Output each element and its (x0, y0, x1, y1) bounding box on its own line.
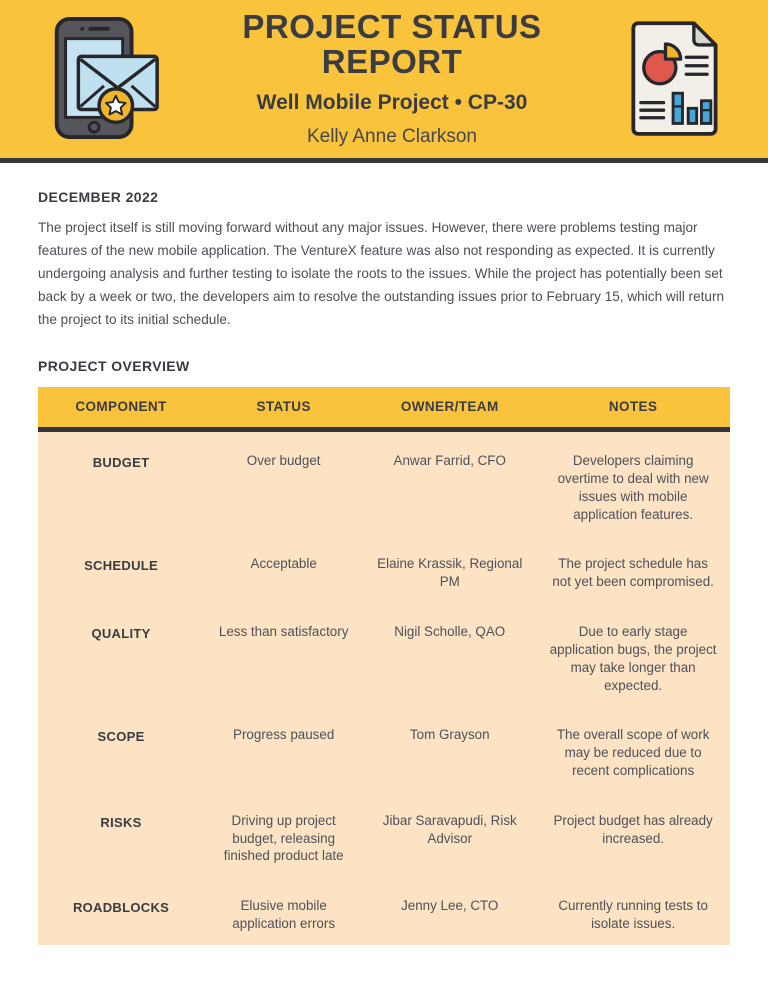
table-row (38, 877, 730, 945)
summary-paragraph: The project itself is still moving forward without any major issues. However, there were problems testing major features of the new mobile application. The VentureX feature was also not responding as expected. It is currently undergoing analysis and further testing to isolate the roots to the issues. While the project has potentially been set back by a week or two, the developers aim to resolve the outstanding issues prior to February 15, which will return the project to its initial schedule. (38, 220, 725, 328)
cell-status: Less than satisfactory (218, 624, 349, 640)
cell-owner: Jibar Saravapudi, Risk Advisor (382, 812, 517, 846)
table-header-notes: NOTES (536, 387, 730, 430)
table-row (38, 430, 730, 536)
cell-notes: Currently running tests to isolate issues. (558, 898, 708, 932)
cell-notes: Due to early stage application bugs, the project may take longer than expected. (549, 624, 717, 693)
cell-component: RISKS (100, 814, 142, 830)
cell-component: ROADBLOCKS (72, 900, 170, 916)
cell-status: Progress paused (233, 727, 335, 743)
cell-notes: The overall scope of work may be reduced due to recent complications (556, 727, 710, 778)
page-title: PROJECT STATUS REPORT (242, 8, 542, 80)
cell-owner: Anwar Farrid, CFO (393, 453, 506, 469)
cell-owner: Elaine Krassik, Regional PM (377, 556, 523, 590)
report-document-icon (622, 15, 726, 143)
report-body (0, 189, 768, 945)
cell-component: BUDGET (92, 455, 150, 471)
cell-owner: Jenny Lee, CTO (401, 898, 499, 914)
project-overview-table (38, 387, 730, 945)
cell-component: SCHEDULE (84, 558, 158, 574)
phone-mail-icon (42, 15, 162, 143)
cell-status: Acceptable (250, 556, 317, 572)
overview-heading: PROJECT OVERVIEW (38, 357, 190, 374)
page-subtitle: Well Mobile Project • CP-30 (256, 90, 528, 114)
cell-notes: The project schedule has not yet been compromised. (552, 556, 714, 590)
cell-status: Driving up project budget, releasing finished product late (223, 812, 344, 864)
cell-notes: Developers claiming overtime to deal with new issues with mobile application features. (557, 453, 709, 522)
table-row (38, 706, 730, 791)
table-header-row (38, 387, 730, 430)
cell-component: QUALITY (91, 626, 151, 642)
table-header-component: COMPONENT (38, 387, 204, 430)
table-row (38, 792, 730, 877)
cell-status: Elusive mobile application errors (232, 898, 336, 932)
table-row (38, 603, 730, 706)
date-heading: DECEMBER 2022 (38, 189, 159, 205)
table-header-owner-team: OWNER/TEAM (363, 387, 536, 430)
table-row (38, 535, 730, 603)
cell-notes: Project budget has already increased. (553, 812, 713, 846)
cell-component: SCOPE (97, 729, 145, 745)
cell-owner: Tom Grayson (409, 727, 490, 743)
cell-owner: Nigil Scholle, QAO (394, 624, 506, 640)
author-name: Kelly Anne Clarkson (306, 125, 478, 147)
table-header-status: STATUS (204, 387, 363, 430)
cell-status: Over budget (246, 453, 321, 469)
title-block (162, 10, 622, 147)
header-banner (0, 0, 768, 163)
